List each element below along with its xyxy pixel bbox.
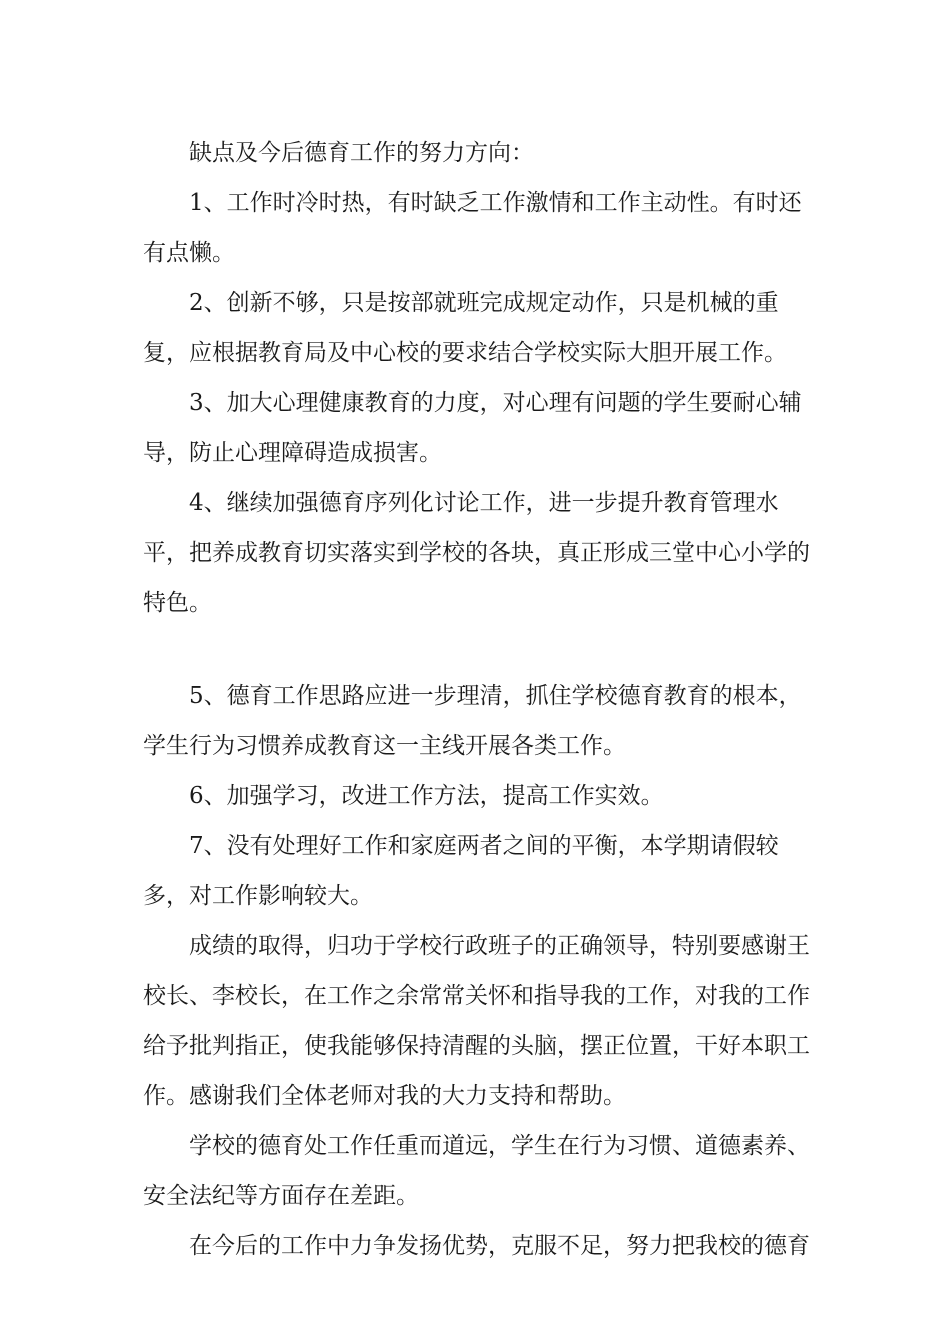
paragraph-item-3: 3、加大心理健康教育的力度，对心理有问题的学生要耐心辅导，防止心理障碍造成损害。: [143, 390, 802, 466]
paragraph-item-4: 4、继续加强德育序列化讨论工作，进一步提升教育管理水平，把养成教育切实落实到学校的各块，真正形成三堂中心小学的特色。: [143, 490, 810, 616]
document-body: [143, 128, 823, 1271]
paragraph-item-1: 1、工作时冷时热，有时缺乏工作激情和工作主动性。有时还有点懒。: [143, 190, 802, 266]
acknowledgement-paragraph: 成绩的取得，归功于学校行政班子的正确领导，特别要感谢王校长、李校长，在工作之余常常关怀和指导我的工作，对我的工作给予批判指正，使我能够保持清醒的头脑，摆正位置，干好本职工作。感谢我们全体老师对我的大力支持和帮助。: [143, 933, 810, 1109]
paragraph-item-2: 2、创新不够，只是按部就班完成规定动作，只是机械的重复，应根据教育局及中心校的要求结合学校实际大胆开展工作。: [143, 290, 787, 366]
paragraph-item-7: 7、没有处理好工作和家庭两者之间的平衡，本学期请假较多，对工作影响较大。: [143, 833, 779, 909]
paragraph-item-5: 5、德育工作思路应进一步理清，抓住学校德育教育的根本，学生行为习惯养成教育这一主线开展各类工作。: [143, 683, 802, 759]
outlook-paragraph: 学校的德育处工作任重而道远，学生在行为习惯、道德素养、安全法纪等方面存在差距。: [143, 1133, 810, 1209]
closing-paragraph: 在今后的工作中力争发扬优势，克服不足，努力把我校的德育: [189, 1233, 810, 1259]
paragraph-item-6: 6、加强学习，改进工作方法，提高工作实效。: [189, 783, 664, 809]
heading-paragraph: 缺点及今后德育工作的努力方向：: [189, 140, 534, 166]
paragraph-spacer: [143, 628, 823, 671]
